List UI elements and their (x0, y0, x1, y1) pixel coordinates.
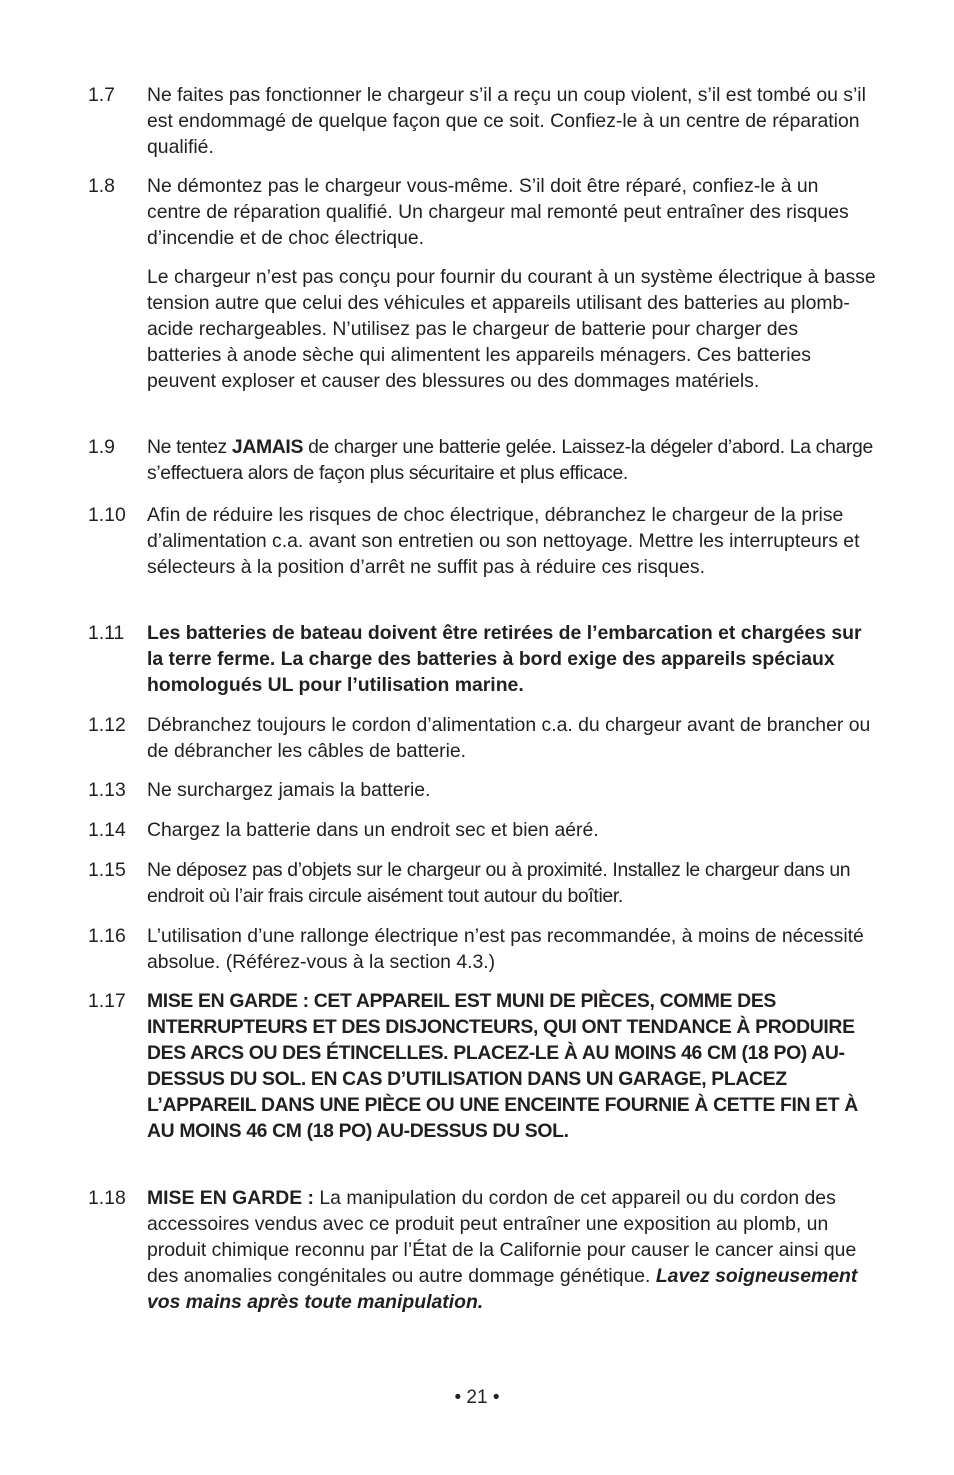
list-item-1-12 (88, 712, 878, 764)
list-item-1-7 (88, 82, 878, 160)
item-text-continued: Le chargeur n’est pas conçu pour fournir du courant à un système électrique à basse tension autre que celui des véhicules et appareils utilisant des batteries au plomb-acide rechargeables. N’utilisez pas le chargeur de batterie pour charger des batteries à anode sèche qui alimentent les appareils ménagers. Ces batteries peuvent exploser et causer des blessures ou des dommages matériels. (147, 266, 876, 392)
item-text: Chargez la batterie dans un endroit sec et bien aéré. (147, 819, 599, 841)
item-number: 1.10 (88, 504, 126, 526)
item-text: Afin de réduire les risques de choc électrique, débranchez le chargeur de la prise d’alimentation c.a. avant son entretien ou son nettoyage. Mettre les interrupteurs et sélecteurs à la position d’arrêt ne suffit pas à réduire ces risques. (147, 504, 860, 578)
item-number: 1.9 (88, 436, 115, 458)
list-item-1-14 (88, 817, 878, 843)
page-number: • 21 • (454, 1387, 500, 1408)
item-text: Débranchez toujours le cordon d’alimentation c.a. du chargeur avant de brancher ou de débrancher les câbles de batterie. (147, 714, 871, 762)
item-number: 1.11 (88, 622, 125, 644)
warning-label: MISE EN GARDE : (147, 1187, 314, 1209)
item-text: Ne tentez JAMAIS de charger une batterie gelée. Laissez-la dégeler d’abord. La charge s’effectuera alors de façon plus sécuritaire et plus efficace. (147, 436, 873, 484)
item-number: 1.7 (88, 84, 115, 106)
list-item-1-18 (88, 1185, 878, 1315)
list-item-1-17 (88, 988, 878, 1144)
list-item-1-11 (88, 620, 878, 698)
item-number: 1.13 (88, 779, 126, 801)
item-text: Ne surchargez jamais la batterie. (147, 779, 431, 801)
item-text: MISE EN GARDE : La manipulation du cordon de cet appareil ou du cordon des accessoires vendus avec ce produit peut entraîner une exposition au plomb, un produit chimique reconnu par l’État de la Californie pour causer le cancer ainsi que des anomalies congénitales ou autre dommage génétique. Lavez soigneusement vos mains après toute manipulation. (147, 1187, 858, 1313)
item-text: MISE EN GARDE : CET APPAREIL EST MUNI DE PIÈCES, COMME DES INTERRUPTEURS ET DES DISJONCTEURS, QUI ONT TENDANCE À PRODUIRE DES ARCS OU DES ÉTINCELLES. PLACEZ-LE À AU MOINS 46 CM (18 PO) AU-DESSUS DU SOL. EN CAS D’UTILISATION DANS UN GARAGE, PLACEZ L’APPAREIL DANS UNE PIÈCE OU UNE ENCEINTE FOURNIE À CETTE FIN ET À AU MOINS 46 CM (18 PO) AU-DESSUS DU SOL. (147, 990, 858, 1142)
list-item-1-10 (88, 502, 878, 580)
list-item-1-15 (88, 857, 878, 909)
emphasis-text: JAMAIS (231, 436, 304, 458)
item-number: 1.17 (88, 990, 126, 1012)
list-item-1-9 (88, 434, 878, 486)
list-item-1-13 (88, 777, 878, 803)
item-number: 1.12 (88, 714, 126, 736)
item-number: 1.8 (88, 175, 115, 197)
item-number: 1.18 (88, 1187, 126, 1209)
item-text: Ne démontez pas le chargeur vous-même. S’il doit être réparé, confiez-le à un centre de réparation qualifié. Un chargeur mal remonté peut entraîner des risques d’incendie et de choc électrique. Le chargeur n’est pas conçu pour fournir du courant à un système électrique à basse tension autre que celui des véhicules et appareils utilisant des batteries au plomb-acide rechargeables. N’utilisez pas le chargeur de batterie pour charger des batteries à anode sèche qui alimentent les appareils ménagers. Ces batteries peuvent exploser et causer des blessures ou des dommages matériels. (147, 175, 876, 392)
item-number: 1.16 (88, 925, 126, 947)
item-number: 1.15 (88, 859, 126, 881)
item-text: Les batteries de bateau doivent être retirées de l’embarcation et chargées sur la terre ferme. La charge des batteries à bord exige des appareils spéciaux homologués UL pour l’utilisation marine. (147, 622, 862, 696)
item-text: L’utilisation d’une rallonge électrique n’est pas recommandée, à moins de nécessité absolue. (Référez-vous à la section 4.3.) (147, 925, 864, 973)
list-item-1-8 (88, 173, 878, 394)
item-text: Ne déposez pas d’objets sur le chargeur ou à proximité. Installez le chargeur dans un endroit où l’air frais circule aisément tout autour du boîtier. (147, 859, 851, 907)
item-number: 1.14 (88, 819, 126, 841)
list-item-1-16 (88, 923, 878, 975)
emphasis-text: Lavez soigneusement vos mains après toute manipulation. (147, 1265, 858, 1313)
item-text: Ne faites pas fonctionner le chargeur s’il a reçu un coup violent, s’il est tombé ou s’il est endommagé de quelque façon que ce soit. Confiez-le à un centre de réparation qualifié. (147, 84, 866, 158)
